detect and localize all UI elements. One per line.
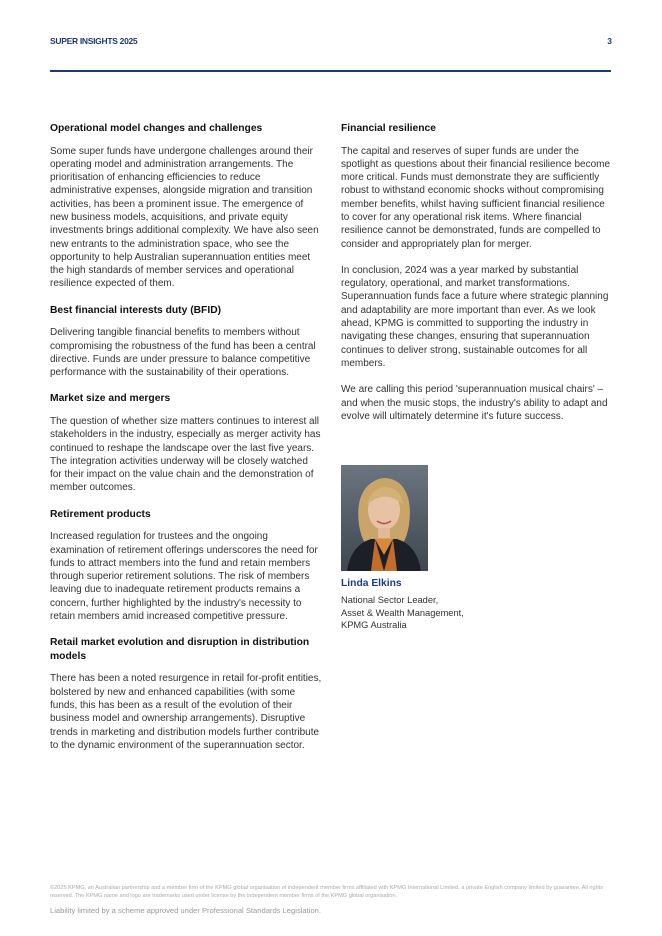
section-heading: Retirement products (50, 508, 151, 520)
author-role-line: National Sector Leader, (341, 595, 439, 606)
section-heading: Financial resilience (341, 123, 437, 134)
section-paragraph: Increased regulation for trustees and the ongoing examination of retirement offerings underscores the need for funds to attract members into the fund and retain members through superior retirement solutions. The risk of members leaving due to inadequate retirement products remains a concern, further highlighted by the industry's necessity to retain members amid increased competitive pressure. (50, 531, 318, 623)
section-bfid (50, 304, 322, 380)
left-column (50, 122, 322, 765)
section-financial-resilience (341, 122, 613, 423)
section-heading: Best financial interests duty (BFID) (50, 304, 222, 316)
conclusion-paragraph: In conclusion, 2024 was a year marked by substantial regulatory, operational, and market transformations. Superannuation funds face a future where strategic planning and adaptability are more important than ever. As we look ahead, KPMG is committed to supporting the industry in navigating these changes, ensuring that superannuation continues to deliver strong, sustainable outcomes for all members. (341, 264, 609, 369)
right-column (341, 122, 613, 632)
closing-paragraph: We are calling this period 'superannuation musical chairs' – and when the music stops, the industry's ability to adapt and evolve will ultimately determine it's future success. (341, 384, 608, 422)
page-number: 3 (607, 36, 612, 46)
section-heading: Market size and mergers (50, 393, 171, 405)
section-heading: Operational model changes and challenges (50, 123, 263, 134)
section-retail-market (50, 636, 322, 752)
section-retirement-products (50, 508, 322, 624)
footer-copyright: ©2025 KPMG, an Australian partnership and a member firm of the KPMG global organisation of independent member firms affiliated with KPMG International Limited, a private English company limited by guarantee. All rights reserved. The KPMG name and logo are trademarks used under license by the independent member firms of the KPMG global organisation. (50, 885, 604, 899)
section-paragraph: Some super funds have undergone challenges around their operating model and administration arrangements. The prioritisation of enhancing efficiencies to reduce administrative expenses, alongside migration and transition activities, has been a prominent issue. The emergence of new business models, acquisitions, and private equity investments brings additional complexity. We have also seen new entrants to the administration space, who see the opportunity to help Australian superannuation entities meet the high standards of member services and operational resilience expected of them. (50, 145, 319, 290)
author-photo (341, 465, 428, 571)
author-role-line: KPMG Australia (341, 620, 407, 631)
author-role (341, 594, 613, 632)
section-operational-model (50, 122, 322, 291)
section-paragraph: The capital and reserves of super funds are under the spotlight as questions about their financial resilience become more critical. Funds must demonstrate they are sufficiently robust to withstand economic shocks without compromising member benefits, whilst having sufficient financial resilience to cover for any operational risk items. Where financial resilience cannot be demonstrated, funds are compelled to consider and appropriately plan for merger. (341, 145, 611, 250)
section-paragraph: Delivering tangible financial benefits to members without compromising the robustness of the fund has been a central directive. Funds are under pressure to balance competitive performance with the sustainability of their operations. (50, 327, 316, 379)
section-paragraph: There has been a noted resurgence in retail for-profit entities, bolstered by new and enhanced capabilities (with some funds, this has been as a result of the evolution of their business model and ownership arrangements). Disruptive trends in marketing and distribution models further contribute to the dynamic environment of the superannuation sector. (50, 673, 322, 751)
header-divider (50, 70, 611, 72)
section-paragraph: The question of whether size matters continues to interest all stakeholders in the industry, especially as merger activity has continued to reshape the landscape over the last five years. The integration activities underway will be closely watched for their impact on the value chain and the demonstration of member outcomes. (50, 415, 321, 494)
footer-liability: Liability limited by a scheme approved under Professional Standards Legislation. (50, 906, 321, 915)
section-market-size (50, 392, 322, 494)
portrait-illustration (341, 465, 428, 571)
author-role-line: Asset & Wealth Management, (341, 607, 464, 618)
author-name: Linda Elkins (341, 578, 402, 590)
section-heading: Retail market evolution and disruption in distribution models (50, 637, 310, 662)
document-title: SUPER INSIGHTS 2025 (50, 36, 138, 46)
